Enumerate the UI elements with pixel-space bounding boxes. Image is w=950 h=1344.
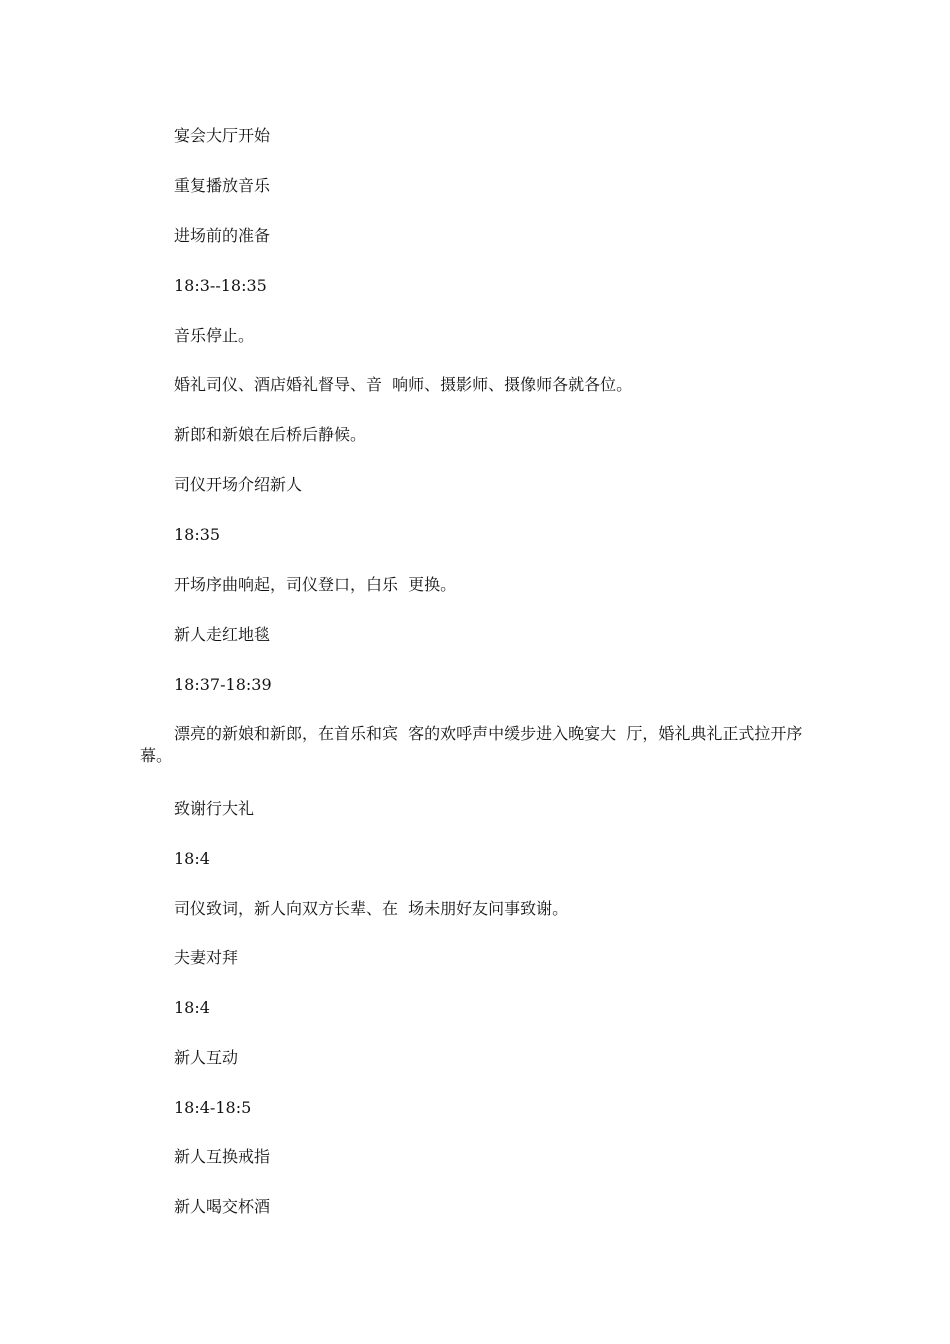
paragraph: 婚礼司仪、酒店婚礼督导、音 响师、摄影师、摄像师各就各位。 [174,375,633,394]
paragraph: 进场前的准备 [174,226,271,245]
paragraph: 漂亮的新娘和新郎，在首乐和宾 客的欢呼声中缓步进入晚宴大 厅，婚礼典礼正式拉开序幕。 [140,724,803,765]
paragraph: 夫妻对拜 [174,948,239,967]
paragraph: 开场序曲响起，司仪登口，白乐 更换。 [174,575,457,594]
paragraph: 司仪开场介绍新人 [174,475,303,494]
paragraph: 18:37-18:39 [174,675,272,694]
paragraph: 致谢行大礼 [174,799,255,818]
paragraph: 新人走红地毯 [174,625,271,644]
paragraph: 新人互换戒指 [174,1147,271,1166]
paragraph: 新人互动 [174,1048,239,1067]
paragraph: 宴会大厅开始 [174,126,271,145]
paragraph: 音乐停止。 [174,326,255,345]
paragraph: 新郎和新娘在后桥后静候。 [174,425,367,444]
paragraph: 18:4-18:5 [174,1098,252,1117]
paragraph: 重复播放音乐 [174,176,271,195]
paragraph: 18:3--18:35 [174,276,267,295]
paragraph: 新人喝交杯酒 [174,1197,271,1216]
paragraph: 18:4 [174,849,210,868]
paragraph: 司仪致词，新人向双方长辈、在 场未朋好友问事致谢。 [174,899,569,918]
paragraph: 18:35 [174,525,221,544]
paragraph: 18:4 [174,998,210,1017]
